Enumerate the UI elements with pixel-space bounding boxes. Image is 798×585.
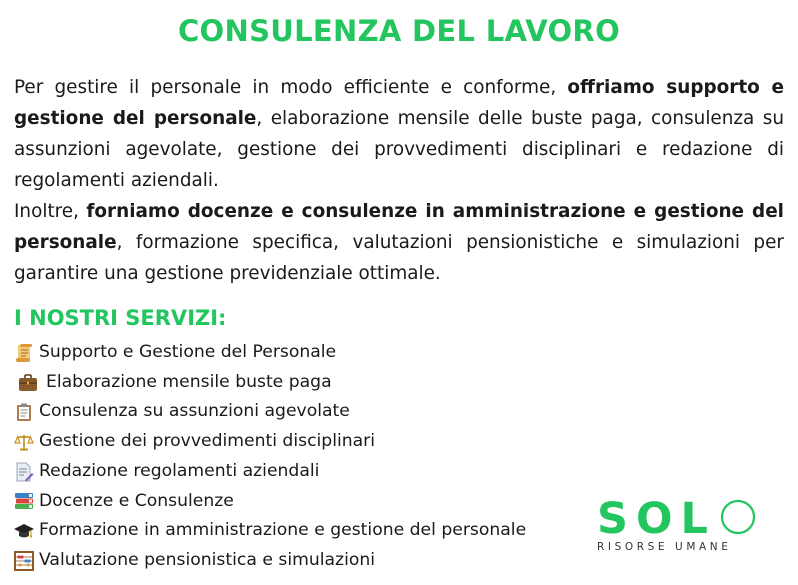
- service-label: Consulenza su assunzioni agevolate: [39, 401, 350, 422]
- service-label: Elaborazione mensile buste paga: [46, 371, 332, 392]
- page-title: CONSULENZA DEL LAVORO: [177, 14, 621, 48]
- scroll-icon: [14, 343, 34, 363]
- list-item: [14, 487, 594, 517]
- service-label: Formazione in amministrazione e gestione del personale: [39, 520, 527, 541]
- clipboard-icon: [14, 402, 34, 422]
- intro-text: [14, 72, 784, 289]
- books-icon: [14, 491, 34, 511]
- intro-p1-text-end: , elaborazione mensile delle buste paga, consulenza su assunzioni agevolate, gestione dei provvedimenti disciplinari e redazione di regolamenti aziendali.: [14, 108, 784, 191]
- graduation-cap-icon: [14, 521, 34, 541]
- services-list: [14, 338, 594, 576]
- service-label: Supporto e Gestione del Personale: [39, 342, 337, 362]
- list-item: [14, 546, 594, 576]
- list-item: [14, 368, 594, 398]
- list-item: [14, 457, 594, 487]
- list-item: [14, 427, 594, 457]
- service-label: Gestione dei provvedimenti disciplinari: [39, 431, 376, 452]
- intro-p1-text: Per gestire il personale in modo efficiente e conforme,: [14, 77, 568, 98]
- intro-p2-text: Inoltre,: [14, 201, 87, 222]
- list-item: [14, 516, 594, 546]
- abacus-icon: [14, 551, 34, 571]
- briefcase-icon: [18, 373, 38, 393]
- intro-paragraph-1: [14, 72, 784, 196]
- logo-circle-icon: [722, 501, 754, 533]
- scales-icon: [14, 432, 34, 452]
- intro-paragraph-2: [14, 196, 784, 289]
- intro-p2-bold: forniamo docenze e consulenze in amministrazione e gestione del personale: [14, 201, 784, 253]
- services-heading: I NOSTRI SERVIZI:: [14, 306, 227, 330]
- service-label: Docenze e Consulenze: [39, 490, 234, 511]
- list-item: [14, 338, 594, 368]
- logo-subtitle: RISORSE UMANE: [597, 541, 732, 553]
- logo-mark: [597, 495, 762, 539]
- intro-p1-bold: offriamo supporto e gestione del personale: [14, 77, 785, 129]
- intro-p2-text-end: , formazione specifica, valutazioni pensionistiche e simulazioni per garantire una gestione previdenziale ottimale.: [14, 232, 784, 284]
- service-label: Valutazione pensionistica e simulazioni: [39, 549, 376, 570]
- list-item: [14, 397, 594, 427]
- service-label: Redazione regolamenti aziendali: [39, 460, 320, 481]
- logo: [597, 495, 762, 555]
- logo-letters: SOL: [597, 495, 716, 539]
- document-pen-icon: [14, 462, 34, 482]
